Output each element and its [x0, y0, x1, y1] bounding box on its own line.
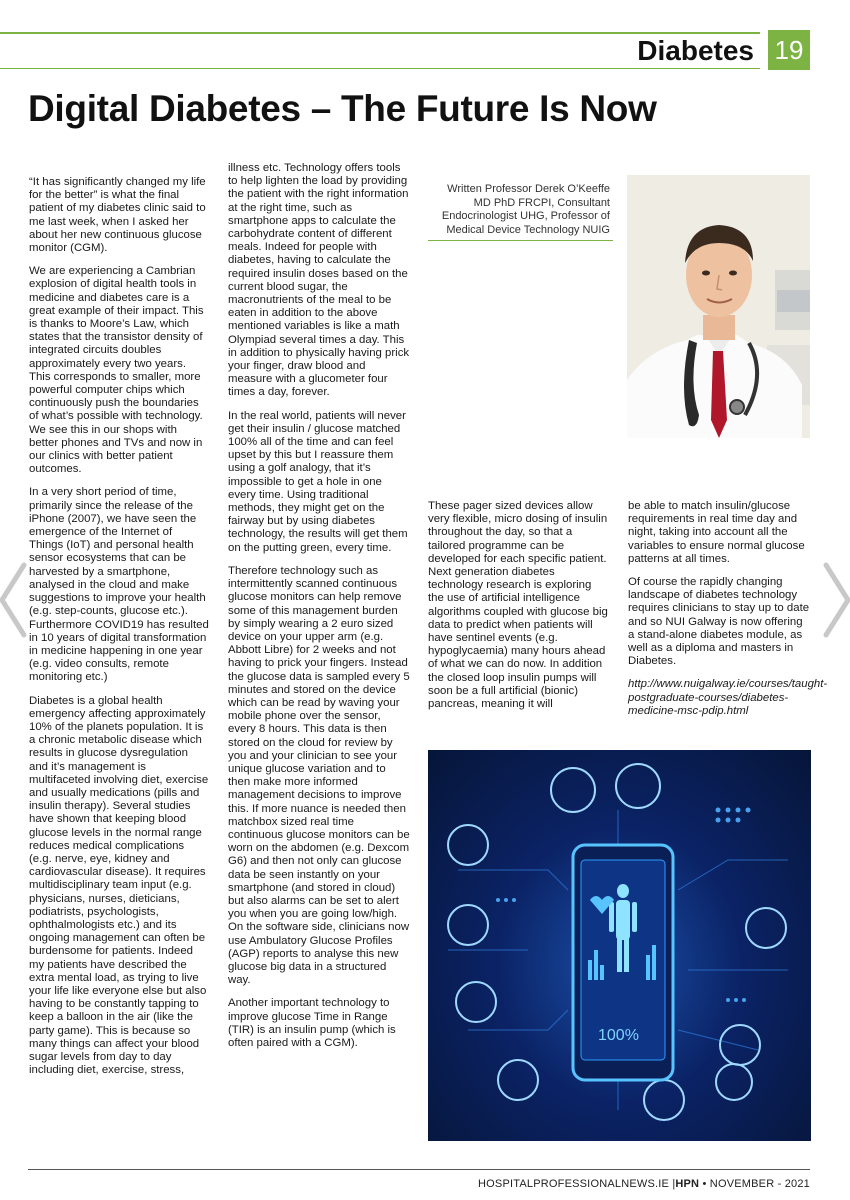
author-byline: Written Professor Derek O’Keeffe MD PhD FRCPI, Consultant Endocrinologist UHG, Professor of Medical Device Technology NUIG — [441, 183, 610, 236]
paragraph: illness etc. Technology offers tools to help lighten the load by providing the patient with the right information at the right time, such as smartphone apps to calculate the carbohydrate content of different meals. Indeed for people with diabetes, having to calculate the required insulin doses based on the current blood sugar, the macronutrients of the meal to be eaten in addition to the above mentioned variables is like a math Olympiad several times a day. This in addition to physically having prick your finger, draw blood and measure with a glucometer four times a day, forever. — [228, 162, 410, 399]
paragraph: be able to match insulin/glucose requirements in real time day and night, taking into account all the variables to ensure normal glucose patterns at all times. — [628, 500, 805, 565]
previous-page-arrow-icon[interactable] — [0, 560, 34, 640]
article-title: Digital Diabetes – The Future Is Now — [28, 88, 657, 129]
article-column-2 — [228, 162, 411, 1060]
paragraph: In the real world, patients will never get their insulin / glucose matched 100% all of the time and can feel upset by this but I reassure them using a golf analogy, that it’s impossible to get a hole in one every time. Using traditional methods, they might get on the fairway but by using diabetes technology, the results will get them on the putting green, every time. — [228, 409, 408, 554]
course-link[interactable]: http://www.nuigalway.ie/courses/taught-postgraduate-courses/diabetes-medicine-msc-pdip.html — [628, 678, 828, 717]
paragraph: Of course the rapidly changing landscape of diabetes technology requires clinicians to stay up to date and so NUI Galway is now offering a stand-alone diabetes module, as well as a diploma and masters in Diabetes. — [628, 576, 810, 668]
article-column-3 — [428, 500, 610, 721]
article-column-1 — [29, 176, 209, 1087]
author-photo — [627, 175, 810, 438]
paragraph: Diabetes is a global health emergency affecting approximately 10% of the planets population. It is a chronic metabolic disease which results in glucose dysregulation and it’s management is multifaceted involving diet, exercise and usually medications (pills and insulin therapy). Several studies have shown that keeping blood glucose levels in the normal range reduces medical complications (e.g. nerve, eye, kidney and cardiovascular disease). It requires multidisciplinary team input (e.g. physicians, nurses, dieticians, podiatrists, psychologists, ophthalmologists etc.) and its ongoing management can often be burdensome for patients. Indeed my patients have described the extra mental load, as trying to live your life like everyone else but also having to be constantly tapping to keep a balloon in the air (like the party game). This is because so many things can affect your blood sugar levels from day to day including diet, exercise, stress, — [29, 694, 209, 1077]
smartphone-health-icons-graphic — [428, 750, 811, 1141]
paragraph: In a very short period of time, primarily since the release of the iPhone (2007), we have seen the emergence of the Internet of Things (IoT) and personal health sensor ecosystems that can be harvested by a smartphone, analysed in the cloud and make suggestions to improve your health (e.g. step-counts, glucose etc.). Furthermore COVID19 has resulted in 10 years of digital transformation in medicine happening in one year (e.g. video consults, remote monitoring etc.) — [29, 486, 209, 684]
footer-brand: HPN — [675, 1178, 700, 1190]
footer-rule — [28, 1169, 810, 1170]
section-label: Diabetes — [637, 35, 754, 66]
article-column-4 — [628, 500, 828, 728]
paragraph: Another important technology to improve glucose Time in Range (TIR) is an insulin pump (which is often paired with a CGM). — [228, 997, 396, 1049]
footer-bullet: • — [702, 1178, 707, 1190]
paragraph: Therefore technology such as intermittently scanned continuous glucose monitors can help remove some of this management burden by simply wearing a 2 euro sized device on your upper arm (e.g. Abbott Libre) for 2 weeks and not having to prick your fingers. Instead the glucose data is sampled every 5 minutes and stored on the device which can be read by waving your mobile phone over the sensor, every 8 hours. This data is then stored on the cloud for review by you and your clinician to see your unique glucose variation and to then make more informed management decisions to improve this. If more nuance is needed then matchbox sized real time continuous glucose monitors can be worn on the abdomen (e.g. Dexcom G6) and then not only can glucose data be seen instantly on your smartphone (and stored in cloud) but also alarms can be set to alert you when you are going low/high. On the software side, clinicians now use Ambulatory Glucose Profiles (AGP) reports to analyse this new glucose big data in a structured way. — [228, 564, 410, 987]
screen-percentage-text: 100% — [598, 1027, 639, 1044]
footer-separator: | — [672, 1178, 676, 1190]
next-page-arrow-icon[interactable] — [816, 560, 850, 640]
paragraph: We are experiencing a Cambrian explosion of digital health tools in medicine and diabetes care is a great example of their impact. This is thanks to Moore’s Law, which states that the transistor density of integrated circuits doubles approximately every two years. This corresponds to smaller, more powerful computer chips which continuously push the boundaries of what’s possible with technology. We see this in our shops with better phones and TVs and now in our clinics with better patient outcomes. — [29, 265, 204, 476]
page-number-badge: 19 — [768, 30, 810, 70]
footer-issue: NOVEMBER - 2021 — [709, 1178, 810, 1190]
footer — [478, 1178, 810, 1190]
digital-health-illustration — [428, 750, 811, 1141]
author-portrait-image — [627, 175, 810, 438]
footer-site: HOSPITALPROFESSIONALNEWS.IE — [478, 1178, 670, 1190]
paragraph: These pager sized devices allow very flexible, micro dosing of insulin throughout the day, so that a tailored programme can be developed for each specific patient. Next generation diabetes technology research is exploring the use of artificial intelligence algorithms coupled with glucose big data to predict when patients will have sentinel events (e.g. hypoglycaemia) many hours ahead of what we can do now. In addition the closed loop insulin pumps will soon be a full artificial (bionic) pancreas, meaning it will — [428, 500, 608, 711]
paragraph: “It has significantly changed my life for the better” is what the final patient of my diabetes clinic said to me last week, when I asked her about her new continuous glucose monitor (CGM). — [29, 176, 206, 255]
byline-rule — [428, 240, 613, 241]
